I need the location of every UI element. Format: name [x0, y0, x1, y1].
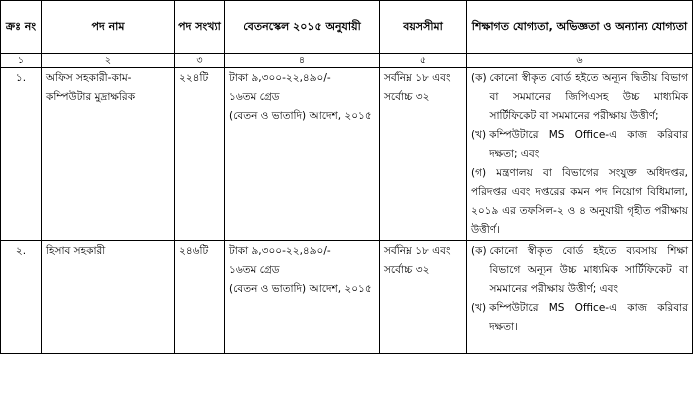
- pay-line: ১৬তম গ্রেড: [229, 91, 280, 103]
- header-post-name: পদ নাম: [42, 1, 175, 54]
- column-number: ৬: [467, 54, 693, 68]
- row-age: সর্বনিম্ন ১৮ এবং সর্বোচ্চ ৩২: [380, 241, 467, 354]
- qualification-text: কোনো স্বীকৃত বোর্ড হইতে অন্যূন দ্বিতীয় বিভাগ বা সমমানের জিপিএসহ উচ্চ মাধ্যমিক সার্টিফিকেট বা সমমানের পরীক্ষায় উত্তীর্ণ;: [489, 72, 688, 122]
- row-qualifications: [467, 241, 693, 354]
- qualification-item: [471, 242, 688, 299]
- qualification-item: [471, 126, 688, 164]
- qualification-item: [471, 164, 688, 240]
- table-row: [1, 68, 693, 241]
- pay-line: ১৬তম গ্রেড: [229, 264, 280, 276]
- qualification-marker: (ক): [471, 245, 487, 257]
- header-row: [1, 1, 693, 54]
- row-pay-scale: [225, 68, 380, 241]
- column-number: ৩: [175, 54, 225, 68]
- column-number: ৫: [380, 54, 467, 68]
- header-qualification: শিক্ষাগত যোগ্যতা, অভিজ্ঞতা ও অন্যান্য যোগ্যতা: [467, 1, 693, 54]
- pay-line: টাকা ৯,৩০০-২২,৪৯০/-: [229, 245, 331, 257]
- qualification-item: [471, 69, 688, 126]
- row-post-count: ২৪৬টি: [175, 241, 225, 354]
- header-serial: ক্রঃ নং: [1, 1, 42, 54]
- row-post-name: অফিস সহকারী-কাম-কম্পিউটার মুদ্রাক্ষরিক: [42, 68, 175, 241]
- qualification-text: মন্ত্রণালয় বা বিভাগের সংযুক্ত অধিদপ্তর, পরিদপ্তর এবং দপ্তরের কমন পদ নিয়োগ বিধিমালা, ২০১৯ এর তফসিল-২ ও ৪ অনুযায়ী গৃহীত পরীক্ষায় উত্তীর্ণ।: [471, 167, 688, 236]
- pay-line: (বেতন ও ভাতাদি) আদেশ, ২০১৫: [229, 283, 372, 295]
- table-row: [1, 241, 693, 354]
- qualification-marker: (গ): [471, 167, 487, 179]
- qualification-text: কম্পিউটারে MS Office-এ কাজ করিবার দক্ষতা।: [489, 302, 688, 333]
- column-number: ৪: [225, 54, 380, 68]
- row-post-name: হিসাব সহকারী: [42, 241, 175, 354]
- header-post-count: পদ সংখ্যা: [175, 1, 225, 54]
- pay-line: টাকা ৯,৩০০-২২,৪৯০/-: [229, 72, 331, 84]
- row-post-count: ২২৪টি: [175, 68, 225, 241]
- qualification-text: কম্পিউটারে MS Office-এ কাজ করিবার দক্ষতা; এবং: [489, 129, 688, 160]
- qualification-item: [471, 299, 688, 337]
- header-age-limit: বয়সসীমা: [380, 1, 467, 54]
- row-serial: ২.: [1, 241, 42, 354]
- row-pay-scale: [225, 241, 380, 354]
- row-serial: ১.: [1, 68, 42, 241]
- row-qualifications: [467, 68, 693, 241]
- qualification-marker: (খ): [471, 302, 487, 314]
- row-age: সর্বনিম্ন ১৮ এবং সর্বোচ্চ ৩২: [380, 68, 467, 241]
- qualification-text: কোনো স্বীকৃত বোর্ড হইতে ব্যবসায় শিক্ষা বিভাগে অন্যূন উচ্চ মাধ্যমিক সার্টিফিকেট বা সমমানের পরীক্ষায় উত্তীর্ণ; এবং: [489, 245, 688, 295]
- qualification-marker: (ক): [471, 72, 487, 84]
- column-number: ২: [42, 54, 175, 68]
- header-pay-scale: বেতনস্কেল ২০১৫ অনুযায়ী: [225, 1, 380, 54]
- column-number: ১: [1, 54, 42, 68]
- column-number-row: [1, 54, 693, 68]
- pay-line: (বেতন ও ভাতাদি) আদেশ, ২০১৫: [229, 110, 372, 122]
- qualification-marker: (খ): [471, 129, 487, 141]
